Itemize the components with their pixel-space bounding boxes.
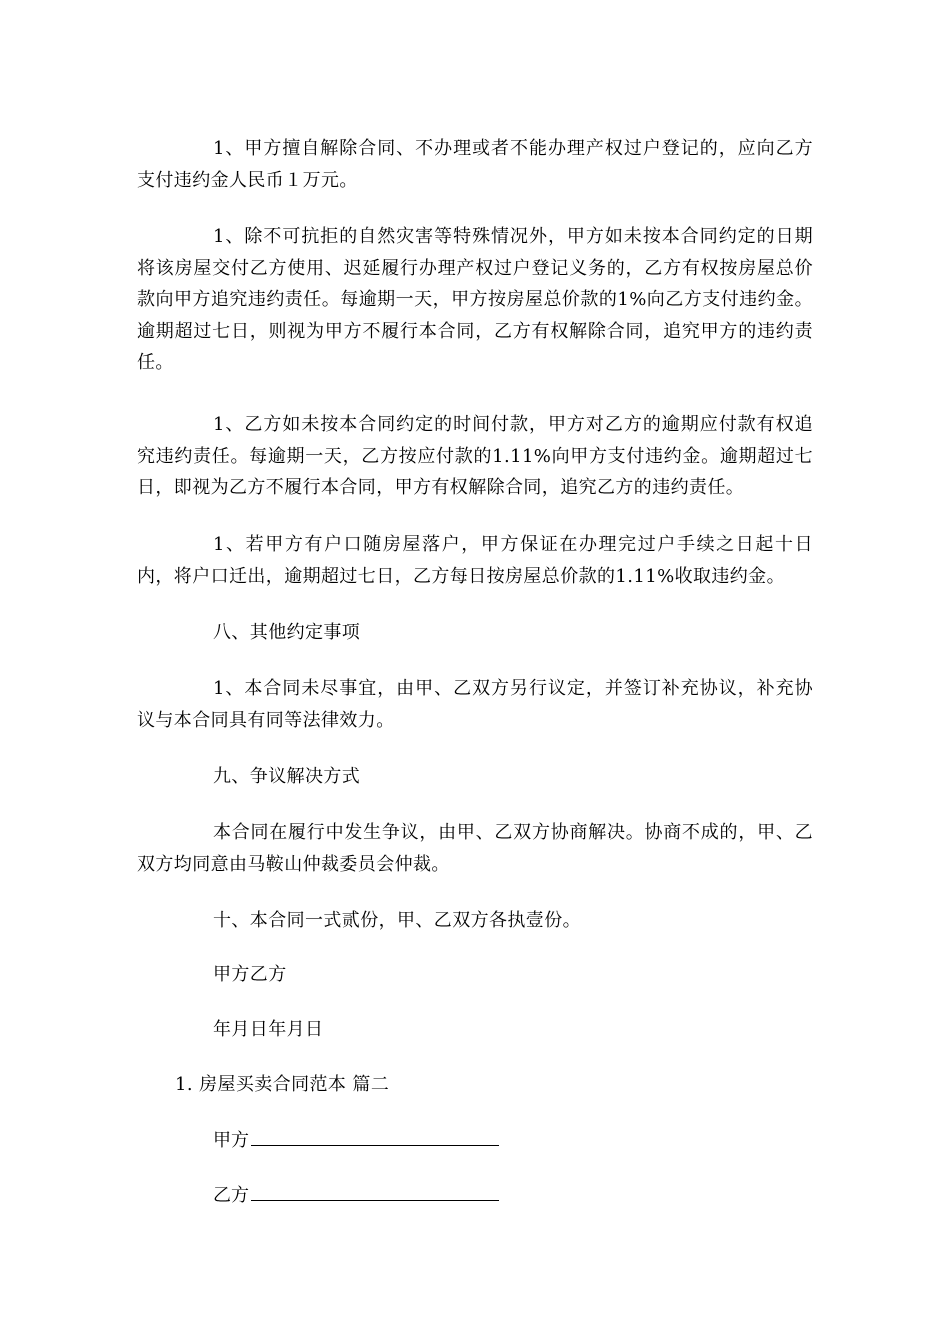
clause-household-registration: 1、若甲方有户口随房屋落户，甲方保证在办理完过户手续之日起十日内，将户口迁出，逾期超过七日，乙方每日按房屋总价款的1.11%收取违约金。: [137, 534, 813, 587]
clause-supplementary-agreement: 1、本合同未尽事宜，由甲、乙双方另行议定，并签订补充协议，补充协议与本合同具有同等法律效力。: [137, 678, 813, 731]
party-b-line: [213, 1180, 499, 1212]
signature-dates: 年月日年月日: [213, 1019, 324, 1040]
clause-seller-late-delivery: 1、除不可抗拒的自然灾害等特殊情况外，甲方如未按本合同约定的日期将该房屋交付乙方使用、迟延履行办理产权过户登记义务的，乙方有权按房屋总价款向甲方追究违约责任。每逾期一天，甲方按房屋总价款的1%向乙方支付违约金。逾期超过七日，则视为甲方不履行本合同，乙方有权解除合同，追究甲方的违约责任。: [137, 226, 813, 373]
section-other-matters: 八、其他约定事项: [213, 622, 361, 643]
party-b-label: 乙方: [213, 1185, 249, 1206]
clause-buyer-late-payment: 1、乙方如未按本合同约定的时间付款，甲方对乙方的逾期应付款有权追究违约责任。每逾期一天，乙方按应付款的1.11%向甲方支付违约金。逾期超过七日，即视为乙方不履行本合同，甲方有权解除合同，追究乙方的违约责任。: [137, 414, 813, 498]
section-dispute-resolution: 九、争议解决方式: [213, 766, 361, 787]
party-a-blank: [251, 1125, 499, 1146]
party-b-blank: [251, 1180, 499, 1201]
clause-arbitration: 本合同在履行中发生争议，由甲、乙双方协商解决。协商不成的，甲、乙双方均同意由马鞍山仲裁委员会仲裁。: [137, 822, 813, 875]
section-title-part-two: 1. 房屋买卖合同范本 篇二: [175, 1074, 390, 1095]
party-a-label: 甲方: [213, 1130, 249, 1151]
clause-breach-seller-transfer: 1、甲方擅自解除合同、不办理或者不能办理产权过户登记的，应向乙方支付违约金人民币１万元。: [137, 138, 813, 191]
signature-parties: 甲方乙方: [213, 964, 287, 985]
party-a-line: [213, 1125, 499, 1157]
clause-copies: 十、本合同一式贰份，甲、乙双方各执壹份。: [213, 910, 581, 931]
